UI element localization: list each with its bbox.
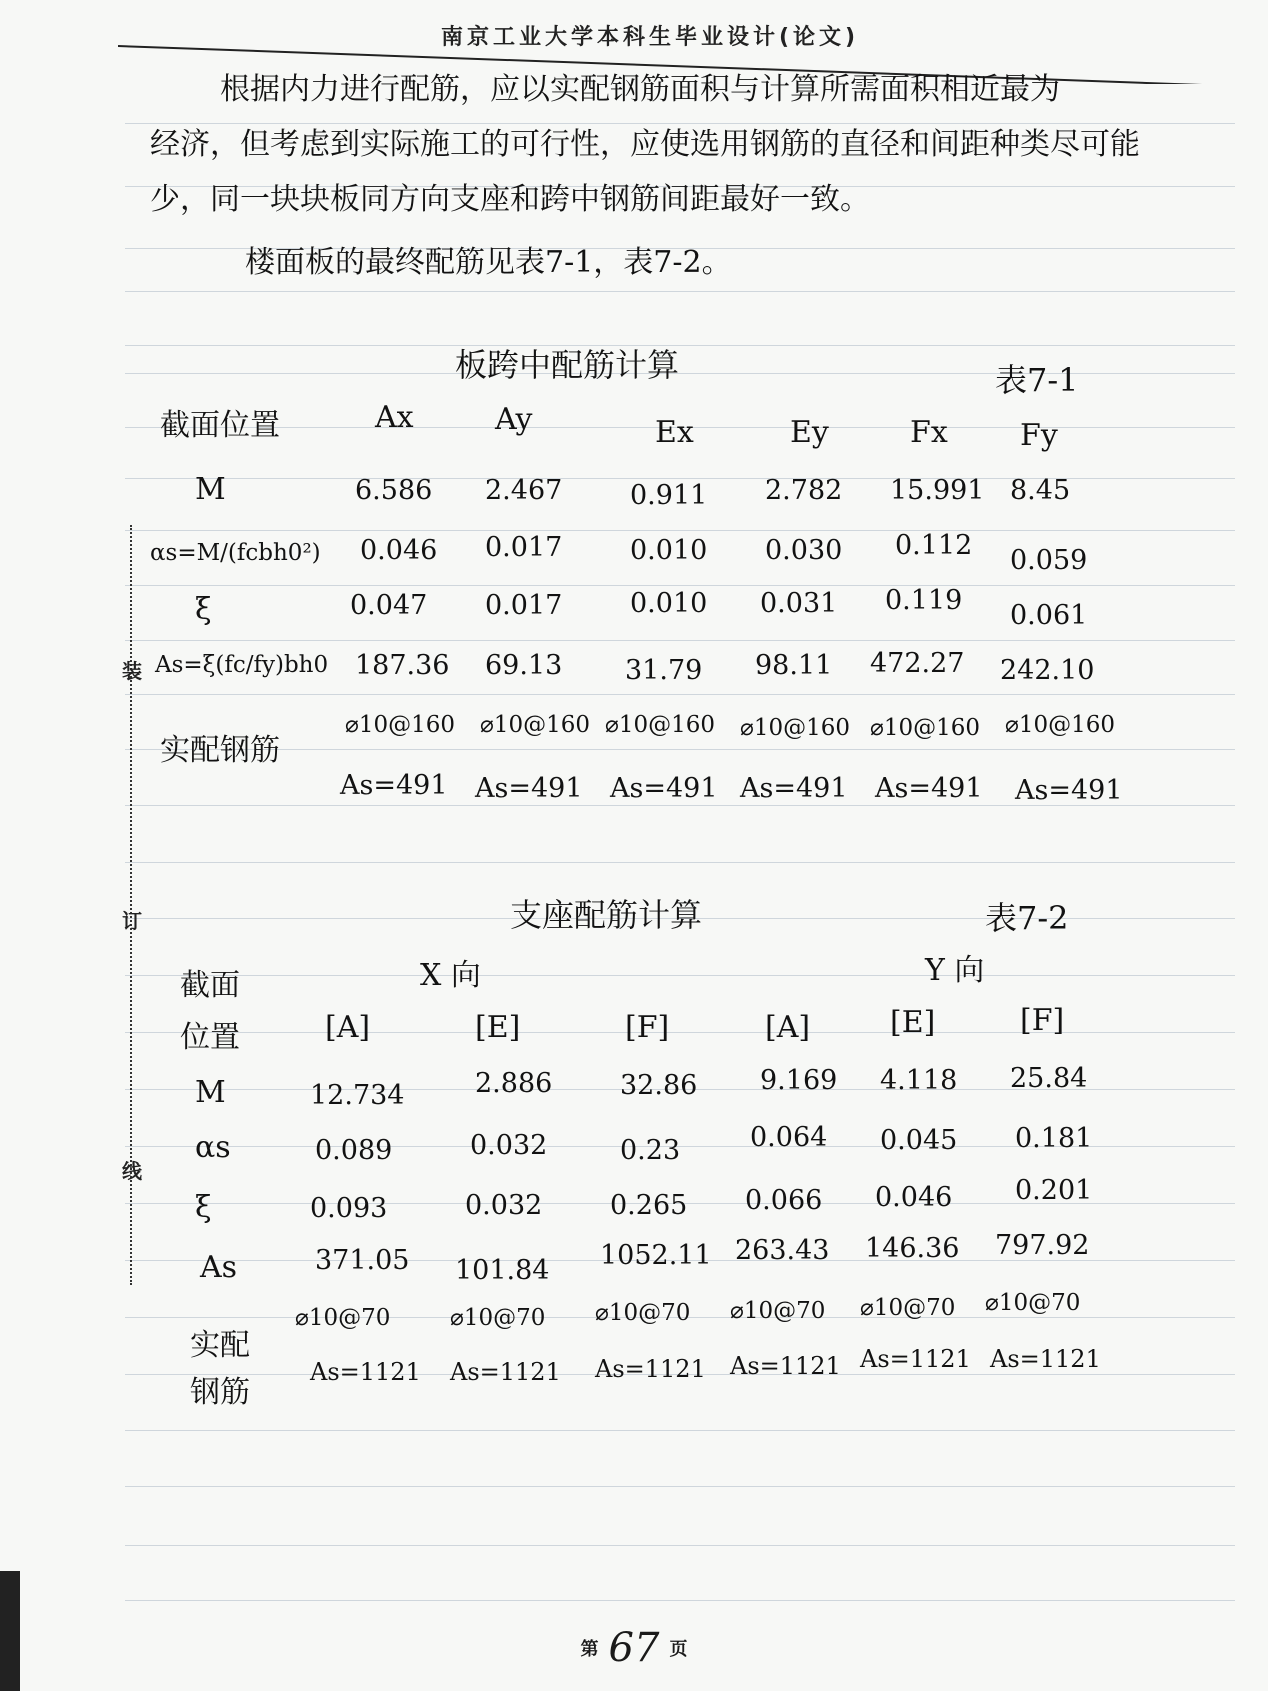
- table2-cell: 0.23: [620, 1135, 681, 1166]
- table2-row-label: M: [195, 1075, 226, 1110]
- table2-cell: 12.734: [310, 1080, 405, 1111]
- table2-cell: 0.265: [610, 1190, 688, 1221]
- table2-cell: 32.86: [620, 1070, 698, 1101]
- table2-cell: As=1121: [860, 1345, 971, 1373]
- table1-col-header: Fx: [910, 415, 948, 450]
- table1-cell: ⌀10@160: [345, 712, 456, 738]
- table2-row-label: αs: [195, 1130, 231, 1165]
- table1-cell: 69.13: [485, 650, 563, 681]
- table1-cell: ⌀10@160: [1005, 712, 1116, 738]
- table1-cell: 0.059: [1010, 545, 1088, 576]
- table2-label: 表7-2: [985, 899, 1069, 937]
- table2-col-header: [F]: [1020, 1003, 1065, 1038]
- table1-cell: 2.782: [765, 475, 843, 506]
- table2-cell: As=1121: [730, 1352, 841, 1380]
- table2-cell: 146.36: [865, 1233, 960, 1264]
- page-footer: [0, 1625, 1268, 1671]
- table1-cell: 187.36: [355, 650, 450, 681]
- table2-cell: 0.093: [310, 1193, 388, 1224]
- table1-row-label: As=ξ(fc/fy)bh0: [155, 652, 329, 678]
- page-corner-shadow: [0, 1571, 20, 1691]
- table1-cell: ⌀10@160: [605, 712, 716, 738]
- table1-cell: As=491: [1015, 775, 1123, 806]
- table2-header-label: 截面: [180, 968, 240, 1003]
- table2-title: 支座配筋计算: [510, 896, 703, 934]
- table1-row-label: ξ: [195, 592, 212, 627]
- table2-cell: 0.046: [875, 1182, 953, 1213]
- table2-header-label: 位置: [180, 1020, 240, 1055]
- table2-cell: ⌀10@70: [985, 1290, 1081, 1316]
- paragraph-1-line-2: 经济，但考虑到实际施工的可行性，应使选用钢筋的直径和间距种类尽可能: [150, 127, 1140, 162]
- table1-cell: 15.991: [890, 475, 985, 506]
- table2-cell: 101.84: [455, 1255, 550, 1286]
- table2-cell: ⌀10@70: [295, 1305, 391, 1331]
- table1-cell: 0.046: [360, 535, 438, 566]
- table1-cell: As=491: [875, 773, 983, 804]
- table2-row-label: ξ: [195, 1190, 212, 1225]
- table1-cell: 6.586: [355, 475, 433, 506]
- footer-suffix: 页: [669, 1639, 688, 1660]
- table2-cell: 0.032: [465, 1190, 543, 1221]
- table1-cell: 0.119: [885, 585, 963, 616]
- table2-cell: 371.05: [315, 1245, 410, 1276]
- binding-char-ding: 订: [122, 909, 142, 933]
- table1-row-label: M: [195, 472, 226, 507]
- paragraph-1-line-1: 根据内力进行配筋，应以实配钢筋面积与计算所需面积相近最为: [220, 72, 1060, 107]
- table2-cell: 0.201: [1015, 1175, 1093, 1206]
- table2-cell: 0.045: [880, 1125, 958, 1156]
- paragraph-2: 楼面板的最终配筋见表7-1，表7-2。: [245, 245, 732, 280]
- table1-row-label: αs=M/(fcbh0²): [150, 540, 321, 566]
- table1-cell: 0.031: [760, 588, 838, 619]
- table2-cell: 25.84: [1010, 1063, 1088, 1094]
- table2-cell: 263.43: [735, 1235, 830, 1266]
- table1-cell: 0.017: [485, 532, 563, 563]
- footer-prefix: 第: [580, 1639, 599, 1660]
- table2-col-header: [A]: [765, 1010, 811, 1045]
- table1-cell: ⌀10@160: [480, 712, 591, 738]
- table1-col-header: Ay: [495, 402, 533, 437]
- table2-cell: As=1121: [595, 1355, 706, 1383]
- table1-col-header: Ex: [655, 415, 694, 450]
- table2-cell: 4.118: [880, 1065, 958, 1096]
- header-title: 南京工业大学本科生毕业设计(论文): [440, 25, 860, 50]
- table2-cell: 0.089: [315, 1135, 393, 1166]
- table1-cell: ⌀10@160: [870, 715, 981, 741]
- table2-cell: As=1121: [450, 1358, 561, 1386]
- table1-header-label: 截面位置: [160, 408, 280, 443]
- binding-char-zhuang: 装: [122, 659, 142, 683]
- table1-cell: 0.047: [350, 590, 428, 621]
- table2-row-label: As: [200, 1250, 238, 1285]
- table2-cell: 0.181: [1015, 1123, 1093, 1154]
- table1-title: 板跨中配筋计算: [455, 346, 680, 384]
- table1-col-header: Fy: [1020, 418, 1058, 453]
- table1-cell: 0.911: [630, 480, 708, 511]
- table2-cell: ⌀10@70: [450, 1305, 546, 1331]
- table1-cell: 0.112: [895, 530, 973, 561]
- table2-col-header: [E]: [890, 1005, 936, 1040]
- table1-cell: 8.45: [1010, 475, 1071, 506]
- table2-group-y: Y 向: [925, 953, 985, 988]
- table1-cell: 0.010: [630, 588, 708, 619]
- table1-cell: 0.061: [1010, 600, 1088, 631]
- table1-cell: 2.467: [485, 475, 563, 506]
- table1-cell: 98.11: [755, 650, 833, 681]
- table1-row-label: 实配钢筋: [160, 733, 280, 768]
- table1-cell: As=491: [475, 773, 583, 804]
- table1-cell: 242.10: [1000, 655, 1095, 686]
- table2-cell: 2.886: [475, 1068, 553, 1099]
- table2-cell: ⌀10@70: [860, 1295, 956, 1321]
- table2-cell: ⌀10@70: [595, 1300, 691, 1326]
- table2-col-header: [E]: [475, 1010, 521, 1045]
- table1-cell: ⌀10@160: [740, 715, 851, 741]
- table1-cell: As=491: [740, 773, 848, 804]
- table1-col-header: Ax: [375, 400, 414, 435]
- table1-cell: 0.010: [630, 535, 708, 566]
- table2-group-x: X 向: [420, 958, 481, 993]
- paragraph-1-line-3: 少，同一块块板同方向支座和跨中钢筋间距最好一致。: [150, 182, 870, 217]
- table2-cell: ⌀10@70: [730, 1298, 826, 1324]
- table2-col-header: [F]: [625, 1010, 670, 1045]
- table2-cell: 0.066: [745, 1185, 823, 1216]
- table1-cell: 0.017: [485, 590, 563, 621]
- table1-cell: 31.79: [625, 655, 703, 686]
- binding-char-xian: 线: [122, 1159, 142, 1183]
- table2-cell: As=1121: [310, 1358, 421, 1386]
- body-text: [150, 62, 1230, 290]
- table1-cell: As=491: [340, 770, 448, 801]
- page-number: 67: [608, 1625, 660, 1671]
- table2-row-label: 钢筋: [190, 1375, 250, 1410]
- table1-cell: As=491: [610, 773, 718, 804]
- table1-label: 表7-1: [995, 361, 1079, 399]
- table2-cell: 0.032: [470, 1130, 548, 1161]
- paragraph-1: [150, 62, 1230, 227]
- table2-cell: 9.169: [760, 1065, 838, 1096]
- table1-cell: 0.030: [765, 535, 843, 566]
- table2-cell: As=1121: [990, 1345, 1101, 1373]
- table2-cell: 0.064: [750, 1122, 828, 1153]
- table2-cell: 1052.11: [600, 1240, 712, 1271]
- table2-row-label: 实配: [190, 1328, 250, 1363]
- table2-cell: 797.92: [995, 1230, 1090, 1261]
- table2-col-header: [A]: [325, 1010, 371, 1045]
- table1-col-header: Ey: [790, 415, 829, 450]
- table1-cell: 472.27: [870, 648, 965, 679]
